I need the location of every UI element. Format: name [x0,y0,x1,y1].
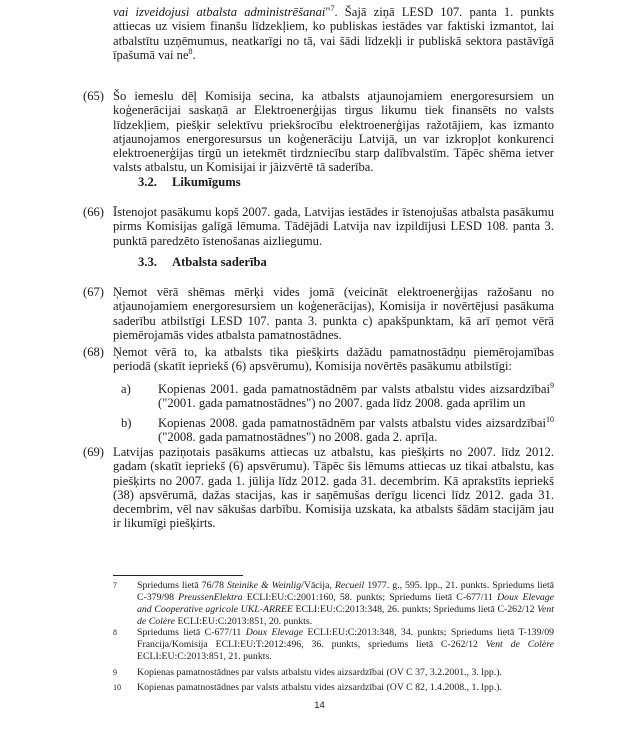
footnote-ref[interactable]: 8 [188,46,193,56]
quote-italic: vai izveidojusi atbalsta administrēšanai [113,5,326,19]
footnote-number: 10 [113,683,121,692]
paragraph-69: Latvijas paziņotais pasākums attiecas uz atbalstu, kas piešķirts no 2007. līdz 2012. gadam (skatīt iepriekš (6) apsvērumu). Tāpēc šis lēmums attiecas uz tikai atbalstu, kas piešķirts no 2007. gada 1. jūlija līdz 2012. gada 31. decembrim. Kā aprakstīts iepriekš (38) apsvērumā, dažas stacijas, kas ir saņēmušas derīgu licenci līdz 2012. gada 31. decembrim, vēl nav sākušas darbību. Komisija uzskata, ka atbalsts šādām stacijām jau ir likumīgi piešķirts. [113,445,554,531]
section-heading-3-3 [138,255,267,270]
footnote-8 [113,627,554,663]
paragraph-text: . Šajā ziņā LESD 107. panta 1. punkts attiecas uz visiem finanšu līdzekļiem, ko publiskas iestādes var faktiski izmantot, lai atbalstītu uzņēmumus, neatkarīgi no tā, vai šādi līdzekļi ir publiskā sektora pastāvīgā īpašumā vai ne [113,5,554,62]
list-label-a: a) [121,382,131,396]
fn-case-name: Vent de Colère [485,639,555,650]
list-item-a [158,382,554,411]
footnote-ref[interactable]: 10 [546,414,554,424]
footnote-9 [113,667,554,679]
fn-text: ECLI:EU:C:2001:160, 58. punkts; Spriedums lietā C-677/11 [242,592,498,603]
fn-text: /Vācija, [301,580,335,591]
paragraph-number: (68) [83,345,104,359]
list-item-text: ("2001. gada pamatnostādnes") no 2007. gada līdz 2008. gada aprīlim un [158,396,526,411]
list-item-text: ("2008. gada pamatnostādnes") no 2008. gada 2. aprīļa. [158,430,438,445]
paragraph-65: Šo iemeslu dēļ Komisija secina, ka atbalsts atjaunojamiem energoresursiem un koģenerācijai saskaņā ar Elektroenerģijas tirgus likumu tiek finansēts no valsts līdzekļiem, piešķir selektīvu priekšrocību elektroenerģijas ražotājiem, kas izmanto atjaunojamos energoresursus un koģenerāciju Latvijā, un var izkropļot konkurenci elektroenerģijas tirgū un ietekmēt tirdzniecību starp dalībvalstīm. Tāpēc shēma ietver valsts atbalstu, un Komisijai ir jāizvērtē tā saderība. [113,89,554,175]
paragraph-number: (65) [83,89,104,103]
paragraph-67: Ņemot vērā shēmas mērķi vides jomā (veicināt elektroenerģijas ražošanu no atjaunojamiem energoresursiem un koģenerācijas), Komisija ir novērtējusi pasākuma saderību atbilstīgi LESD 107. panta 3. punkta c) apakšpunktam, kā arī ņemot vērā piemērojamās vides atbalsta pamatnostādnes. [113,285,554,342]
footnote-ref[interactable]: 9 [550,380,554,390]
fn-text: ECLI:EU:C:2013:851, 20. punkts. [175,616,313,627]
footnote-separator [113,575,243,576]
section-title: Atbalsta saderība [172,255,267,269]
footnote-ref[interactable]: 7 [330,3,335,13]
list-item-text: Kopienas 2008. gada pamatnostādnēm par valsts atbalstu vides aizsardzībai [158,416,546,430]
fn-text: Kopienas pamatnostādnes par valsts atbalstu vides aizsardzībai (OV C 37, 3.2.2001., 3. lpp.). [137,667,502,678]
footnote-number: 8 [113,628,117,637]
paragraph-64-continuation [113,5,554,62]
fn-text: ECLI:EU:C:2013:348, 26. punkts; Spriedums lietā C-262/12 [292,604,538,615]
fn-case-name: PreussenElektra [178,592,243,603]
footnote-number: 9 [113,668,117,677]
fn-text: ECLI:EU:C:2013:348, 34. punkts; Spriedums lietā T-139/09 Francija/Komisija ECLI:EU:T:2012:496, 36. punkts, spriedums lietā C-262/12 [137,627,555,650]
paragraph-number: (66) [83,205,104,219]
footnote-number: 7 [113,581,117,590]
fn-text: ECLI:EU:C:2013:851, 21. punkts. [137,651,272,662]
section-number: 3.3. [138,255,157,269]
list-item-text: Kopienas 2001. gada pamatnostādnēm par valsts atbalstu vides aizsardzībai [158,382,550,396]
fn-text: 1977. g., 595. lpp., 21. punkts. Spriedums lietā C-379/98 [137,580,555,603]
list-label-b: b) [121,416,132,430]
fn-case-name: Recueil [334,580,365,591]
fn-case-name: Vent de Colère [137,604,554,627]
fn-case-name: Doux Elevage and Cooperative agricole UKL-ARREE [137,592,555,615]
quote-mark: " [325,5,331,19]
paragraph-66: Īstenojot pasākumu kopš 2007. gada, Latvijas iestādes ir īstenojušas atbalsta pasākumu pirms Komisijas galīgā lēmuma. Tādējādi Latvija nav izpildījusi LESD 108. panta 3. punktā paredzēto īstenošanas aizliegumu. [113,205,554,248]
section-title: Likumīgums [172,175,241,189]
footnote-10 [113,682,554,694]
fn-text: Spriedums lietā 76/78 [137,580,227,591]
paragraph-number: (69) [83,445,104,459]
section-number: 3.2. [138,175,157,189]
footnote-7 [113,580,554,628]
section-heading-3-2 [138,175,241,190]
paragraph-number: (67) [83,285,104,299]
fn-text: Spriedums lietā C-677/11 [137,627,246,638]
paragraph-68: Ņemot vērā to, ka atbalsts tika piešķirts dažādu pamatnostādņu piemērojamības periodā (skatīt iepriekš (6) apsvērumu), Komisija novērtēs pasākumu atbilstīgi: [113,345,554,374]
page-number: 14 [314,700,325,711]
fn-case-name: Doux Elevage [245,627,304,638]
paragraph-end: . [192,47,196,62]
fn-text: Kopienas pamatnostādnes par valsts atbalstu vides aizsardzībai (OV C 82, 1.4.2008., 1. lpp.). [137,682,502,693]
fn-case-name: Steinike & Weinlig [227,580,302,591]
list-item-b [158,416,554,445]
